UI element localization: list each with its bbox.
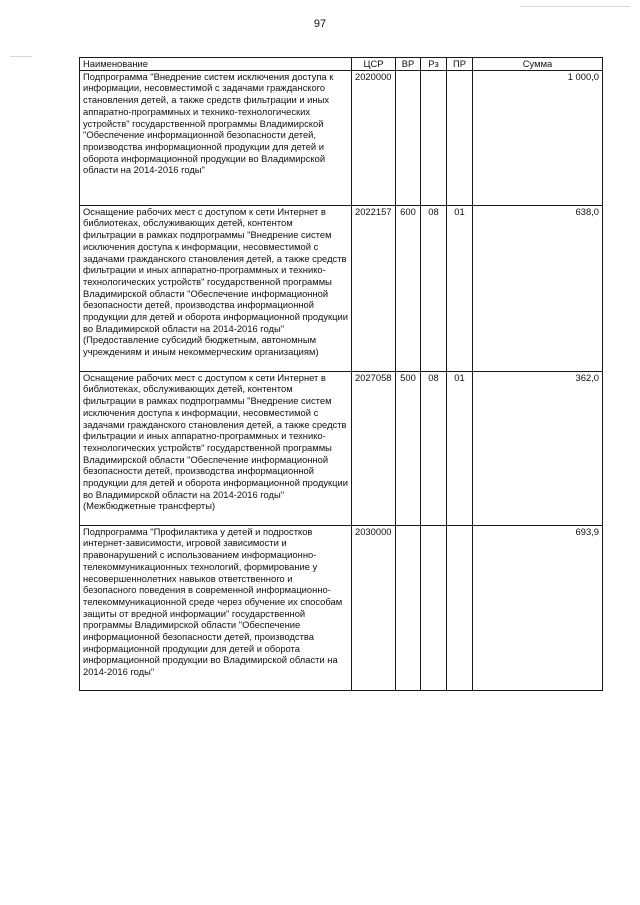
page-number: 97 xyxy=(313,18,327,30)
row-name: Подпрограмма "Внедрение систем исключения доступа к информации, несовместимой с задачами гражданского становления детей, а также средств фильтрации и иных аппаратно-программных и технико-технологических устройств" государственной программы Владимирской "Обеспечение информационной безопасности детей, производства информационной продукции для детей и оборота информационной продукции во Владимирской области на 2014-2016 годы" xyxy=(80,70,352,205)
header-pr: ПР xyxy=(447,58,473,71)
row-sum: 693,9 xyxy=(473,525,603,690)
row-rz: 08 xyxy=(421,371,447,525)
row-name: Оснащение рабочих мест с доступом к сети Интернет в библиотеках, обслуживающих детей, контентом фильтрации в рамках подпрограммы "Внедрение систем исключения доступа к информации, несовместимой с задачами гражданского становления детей, а также средств фильтрации и иных аппаратно-программных и технико-технологических устройств" государственной программы Владимирской области "Обеспечение информационной безопасности детей, производства информационной продукции для детей и оборота информационной продукции во Владимирской области на 2014-2016 годы" (Межбюджетные трансферты) xyxy=(80,371,352,525)
table-row xyxy=(80,371,603,525)
row-name: Подпрограмма "Профилактика у детей и подростков интернет-зависимости, игровой зависимости и правонарушений с использованием информационно-телекоммуникационных технологий, формирование у несовершеннолетних навыков ответственного и безопасного поведения в современной информационно-телекоммуникационной среде через обучение их способам защиты от вредной информации" государственной программы Владимирской области "Обеспечение информационной безопасности детей, производства информационной продукции для детей и оборота информационной продукции во Владимирской области на 2014-2016 годы" xyxy=(80,525,352,690)
table-row xyxy=(80,525,603,690)
header-sum: Сумма xyxy=(473,58,603,71)
budget-table xyxy=(79,57,603,691)
table-header-row xyxy=(80,58,603,71)
scan-artifact xyxy=(10,56,32,57)
row-pr xyxy=(447,525,473,690)
row-csr: 2027058 xyxy=(352,371,396,525)
row-pr xyxy=(447,70,473,205)
row-rz xyxy=(421,525,447,690)
header-csr: ЦСР xyxy=(352,58,396,71)
row-pr: 01 xyxy=(447,371,473,525)
row-rz: 08 xyxy=(421,205,447,371)
table-row xyxy=(80,205,603,371)
row-pr: 01 xyxy=(447,205,473,371)
row-csr: 2022157 xyxy=(352,205,396,371)
row-vr: 500 xyxy=(396,371,421,525)
scan-artifact xyxy=(520,6,630,7)
row-name: Оснащение рабочих мест с доступом к сети Интернет в библиотеках, обслуживающих детей, контентом фильтрации в рамках подпрограммы "Внедрение систем исключения доступа к информации, несовместимой с задачами гражданского становления детей, а также средств фильтрации и иных аппаратно-программных и технико-технологических устройств" государственной программы Владимирской области "Обеспечение информационной безопасности детей, производства информационной продукции для детей и оборота информационной продукции во Владимирской области на 2014-2016 годы" (Предоставление субсидий бюджетным, автономным учреждениям и иным некоммерческим организациям) xyxy=(80,205,352,371)
row-sum: 638,0 xyxy=(473,205,603,371)
row-sum: 362,0 xyxy=(473,371,603,525)
header-vr: ВР xyxy=(396,58,421,71)
row-vr xyxy=(396,525,421,690)
table-row xyxy=(80,70,603,205)
row-vr: 600 xyxy=(396,205,421,371)
row-rz xyxy=(421,70,447,205)
row-sum: 1 000,0 xyxy=(473,70,603,205)
row-vr xyxy=(396,70,421,205)
header-rz: Рз xyxy=(421,58,447,71)
header-name: Наименование xyxy=(80,58,352,71)
row-csr: 2020000 xyxy=(352,70,396,205)
row-csr: 2030000 xyxy=(352,525,396,690)
